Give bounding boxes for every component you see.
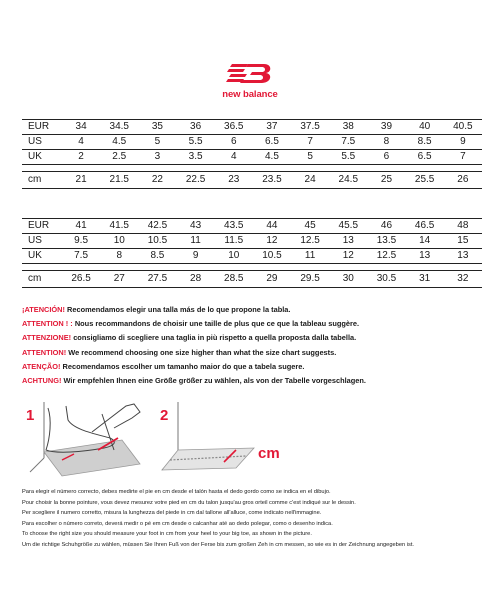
size-cell: 4 <box>62 135 100 150</box>
size-cell: 25 <box>367 172 405 189</box>
size-cell: 13 <box>444 249 482 264</box>
cm-row <box>22 271 482 288</box>
size-cell: 4 <box>215 150 253 165</box>
uk-row <box>22 150 482 165</box>
brand-logo <box>205 60 295 100</box>
size-cell: 9 <box>444 135 482 150</box>
size-cell: 27.5 <box>138 271 176 288</box>
size-cell: 10 <box>100 234 138 249</box>
size-cell: 21 <box>62 172 100 189</box>
size-cell: 34.5 <box>100 120 138 135</box>
row-label: UK <box>22 249 62 264</box>
size-cell: 23.5 <box>253 172 291 189</box>
notice-it <box>22 331 492 345</box>
notice-fr <box>22 317 492 331</box>
size-table-2 <box>22 218 482 288</box>
size-cell: 48 <box>444 219 482 234</box>
size-cell: 22.5 <box>177 172 215 189</box>
size-cell: 8 <box>367 135 405 150</box>
size-cell: 27 <box>100 271 138 288</box>
size-cell: 24 <box>291 172 329 189</box>
size-cell: 11 <box>177 234 215 249</box>
notice-de <box>22 374 492 388</box>
size-cell: 28.5 <box>215 271 253 288</box>
notice-keyword: ATTENTION ! : <box>22 319 73 329</box>
notice-es <box>22 303 492 317</box>
size-cell: 30.5 <box>367 271 405 288</box>
measuring-instructions <box>22 487 492 551</box>
instruction-es: Para elegir el número correcto, debes medirte el pie en cm desde el talón hasta el dedo gordo como se indica en el dibujo. <box>22 489 331 495</box>
notice-keyword: ATTENZIONE! <box>22 333 72 343</box>
row-label: EUR <box>22 219 62 234</box>
size-cell: 6 <box>367 150 405 165</box>
instruction-pt: Para escolher o número correto, deverá medir o pé em cm desde o calcanhar até ao dedo polegar, como o desenho indica. <box>22 520 333 527</box>
size-cell: 13.5 <box>367 234 405 249</box>
size-cell: 25.5 <box>406 172 444 189</box>
size-cell: 46 <box>367 219 405 234</box>
size-cell: 11 <box>291 249 329 264</box>
row-label: cm <box>22 172 62 189</box>
size-cell: 41.5 <box>100 219 138 234</box>
instruction-it: Per scegliere il numero corretto, misura la lunghezza del piede in cm dal tallone all'alluce, come indicato nell'immagine. <box>22 510 322 517</box>
size-cell: 45 <box>291 219 329 234</box>
size-cell: 5.5 <box>177 135 215 150</box>
size-cell: 8.5 <box>138 249 176 264</box>
notice-text: Recomendamos escolher um tamanho maior do que a tabela sugere. <box>60 361 305 371</box>
table-spacer <box>22 165 482 172</box>
instruction-de: Um die richtige Schuhgröße zu wählen, müssen Sie Ihren Fuß von der Ferse bis zum großen Zeh in cm messen, so wie es in der Zeichnung angegeben ist. <box>22 541 414 548</box>
size-cell: 35 <box>138 120 176 135</box>
notice-keyword: ACHTUNG! <box>22 376 62 386</box>
size-cell: 12 <box>329 249 367 264</box>
size-cell: 7 <box>291 135 329 150</box>
size-cell: 9.5 <box>62 234 100 249</box>
size-cell: 2.5 <box>100 150 138 165</box>
size-cell: 40 <box>406 120 444 135</box>
size-cell: 37 <box>253 120 291 135</box>
size-cell: 31 <box>406 271 444 288</box>
table-spacer <box>22 264 482 271</box>
notice-text: Nous recommandons de choisir une taille de plus que ce que la tableau suggère. <box>72 319 360 329</box>
size-cell: 14 <box>406 234 444 249</box>
instruction-fr: Pour choisir la bonne pointure, vous devez mesurez votre pied en cm du talon jusqu'au gros orteil comme c'est indiqué sur le dessin. <box>22 499 356 506</box>
cm-row <box>22 172 482 189</box>
notice-en <box>22 346 492 360</box>
size-cell: 37.5 <box>291 120 329 135</box>
size-cell: 5 <box>291 150 329 165</box>
size-cell: 3.5 <box>177 150 215 165</box>
size-cell: 3 <box>138 150 176 165</box>
size-cell: 41 <box>62 219 100 234</box>
size-cell: 6.5 <box>406 150 444 165</box>
size-cell: 28 <box>177 271 215 288</box>
size-cell: 45.5 <box>329 219 367 234</box>
size-cell: 32 <box>444 271 482 288</box>
size-cell: 34 <box>62 120 100 135</box>
size-cell: 23 <box>215 172 253 189</box>
size-cell: 39 <box>367 120 405 135</box>
size-advice-notices <box>22 303 492 388</box>
size-table-1 <box>22 119 482 189</box>
notice-pt <box>22 360 492 374</box>
row-label: cm <box>22 271 62 288</box>
size-cell: 6 <box>215 135 253 150</box>
size-cell: 4.5 <box>253 150 291 165</box>
size-cell: 5 <box>138 135 176 150</box>
size-cell: 12 <box>253 234 291 249</box>
size-cell: 13 <box>406 249 444 264</box>
notice-keyword: ¡ATENCIÓN! <box>22 305 65 314</box>
size-cell: 8.5 <box>406 135 444 150</box>
size-cell: 42.5 <box>138 219 176 234</box>
instruction-en: To choose the right size you should measure your foot in cm from your heel to your big toe, as shown in the picture. <box>22 531 312 538</box>
size-cell: 7.5 <box>329 135 367 150</box>
row-label: UK <box>22 150 62 165</box>
size-cell: 4.5 <box>100 135 138 150</box>
row-label: US <box>22 234 62 249</box>
size-cell: 26 <box>444 172 482 189</box>
size-cell: 7 <box>444 150 482 165</box>
size-cell: 10.5 <box>253 249 291 264</box>
size-cell: 43.5 <box>215 219 253 234</box>
foot-measuring-illustration <box>22 398 322 480</box>
size-cell: 5.5 <box>329 150 367 165</box>
size-cell: 21.5 <box>100 172 138 189</box>
size-cell: 29 <box>253 271 291 288</box>
size-cell: 10 <box>215 249 253 264</box>
size-cell: 13 <box>329 234 367 249</box>
eur-row <box>22 120 482 135</box>
step-2-number: 2 <box>160 407 169 424</box>
size-cell: 40.5 <box>444 120 482 135</box>
size-cell: 7.5 <box>62 249 100 264</box>
size-cell: 24.5 <box>329 172 367 189</box>
notice-text: Wir empfehlen Ihnen eine Größe größer zu wählen, als von der Tabelle vorgeschlagen. <box>61 376 366 386</box>
new-balance-nb-logo-icon <box>226 60 274 88</box>
notice-text: Recomendamos elegir una talla más de lo que propone la tabla. <box>64 305 291 314</box>
notice-text: We recommend choosing one size higher than what the size chart suggests. <box>66 347 337 357</box>
size-cell: 36 <box>177 120 215 135</box>
uk-row <box>22 249 482 264</box>
us-row <box>22 234 482 249</box>
us-row <box>22 135 482 150</box>
size-cell: 2 <box>62 150 100 165</box>
size-cell: 10.5 <box>138 234 176 249</box>
notice-keyword: ATTENTION! <box>22 347 67 357</box>
size-cell: 43 <box>177 219 215 234</box>
size-cell: 46.5 <box>406 219 444 234</box>
step-1-number: 1 <box>26 407 35 424</box>
notice-text: consigliamo di scegliere una taglia in più rispetto a quella proposta dalla tabella. <box>71 333 357 343</box>
size-cell: 44 <box>253 219 291 234</box>
row-label: EUR <box>22 120 62 135</box>
size-cell: 30 <box>329 271 367 288</box>
size-cell: 15 <box>444 234 482 249</box>
size-cell: 22 <box>138 172 176 189</box>
size-cell: 6.5 <box>253 135 291 150</box>
size-cell: 9 <box>177 249 215 264</box>
size-cell: 12.5 <box>367 249 405 264</box>
size-cell: 12.5 <box>291 234 329 249</box>
eur-row <box>22 219 482 234</box>
size-cell: 26.5 <box>62 271 100 288</box>
size-cell: 11.5 <box>215 234 253 249</box>
notice-keyword: ATENÇÃO! <box>22 361 61 371</box>
row-label: US <box>22 135 62 150</box>
size-cell: 8 <box>100 249 138 264</box>
size-cell: 38 <box>329 120 367 135</box>
size-cell: 29.5 <box>291 271 329 288</box>
logo-text: new balance <box>222 89 278 100</box>
unit-label: cm <box>258 445 280 462</box>
floor-mat-icon <box>44 440 140 476</box>
floor-mat-icon <box>162 448 254 470</box>
size-cell: 36.5 <box>215 120 253 135</box>
